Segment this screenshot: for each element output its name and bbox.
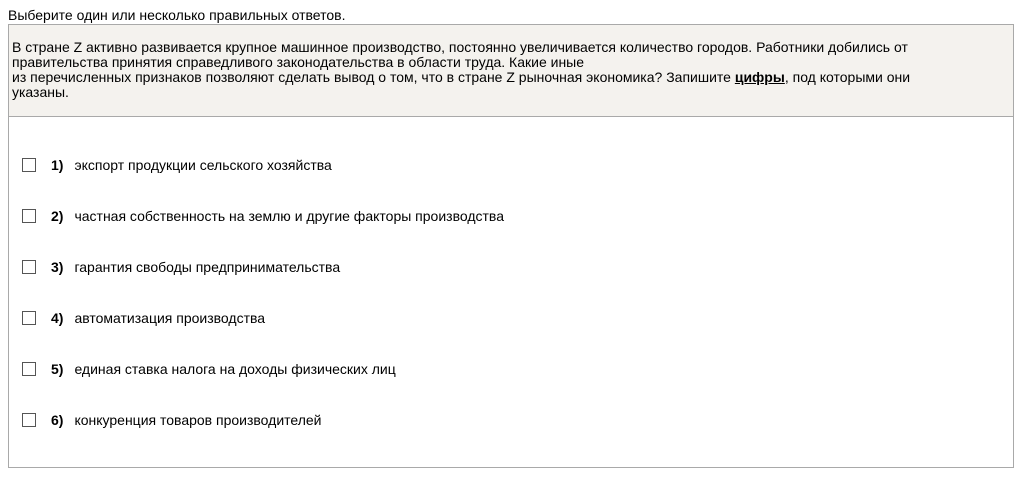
checkbox[interactable] <box>22 413 36 427</box>
question-line-2: правительства принятия справедливого законодательства в области труда. Какие иные <box>12 54 585 70</box>
question-text <box>9 25 1013 117</box>
option-label: единая ставка налога на доходы физических лиц <box>74 361 396 377</box>
question-line-1: В стране Z активно развивается крупное машинное производство, постоянно увеличивается количество городов. Работники добились от <box>12 39 908 55</box>
answer-option-4[interactable] <box>22 308 265 328</box>
answer-option-1[interactable] <box>22 155 332 175</box>
checkbox[interactable] <box>22 311 36 325</box>
question-emphasis: цифры <box>734 69 785 85</box>
option-label: гарантия свободы предпринимательства <box>74 259 341 275</box>
checkbox[interactable] <box>22 362 36 376</box>
option-label: автоматизация производства <box>74 310 266 326</box>
instruction-text: Выберите один или несколько правильных ответов. <box>8 7 346 23</box>
question-line-3-end: , под которыми они <box>784 69 911 85</box>
option-label: конкуренция товаров производителей <box>74 412 322 428</box>
answer-option-5[interactable] <box>22 359 396 379</box>
answer-option-3[interactable] <box>22 257 340 277</box>
checkbox[interactable] <box>22 260 36 274</box>
answer-option-2[interactable] <box>22 206 504 226</box>
option-number: 5) <box>51 361 64 377</box>
option-number: 2) <box>51 208 64 224</box>
answer-option-6[interactable] <box>22 410 322 430</box>
checkbox[interactable] <box>22 209 36 223</box>
option-number: 3) <box>51 259 64 275</box>
question-line-4: указаны. <box>12 84 69 100</box>
task-panel <box>8 24 1014 468</box>
option-label: частная собственность на землю и другие факторы производства <box>74 208 504 224</box>
option-label: экспорт продукции сельского хозяйства <box>74 157 332 173</box>
option-number: 6) <box>51 412 64 428</box>
option-number: 4) <box>51 310 64 326</box>
question-line-3-start: из перечисленных признаков позволяют сделать вывод о том, что в стране Z рыночная экономика? Запишите <box>12 69 735 85</box>
option-number: 1) <box>51 157 64 173</box>
checkbox[interactable] <box>22 158 36 172</box>
